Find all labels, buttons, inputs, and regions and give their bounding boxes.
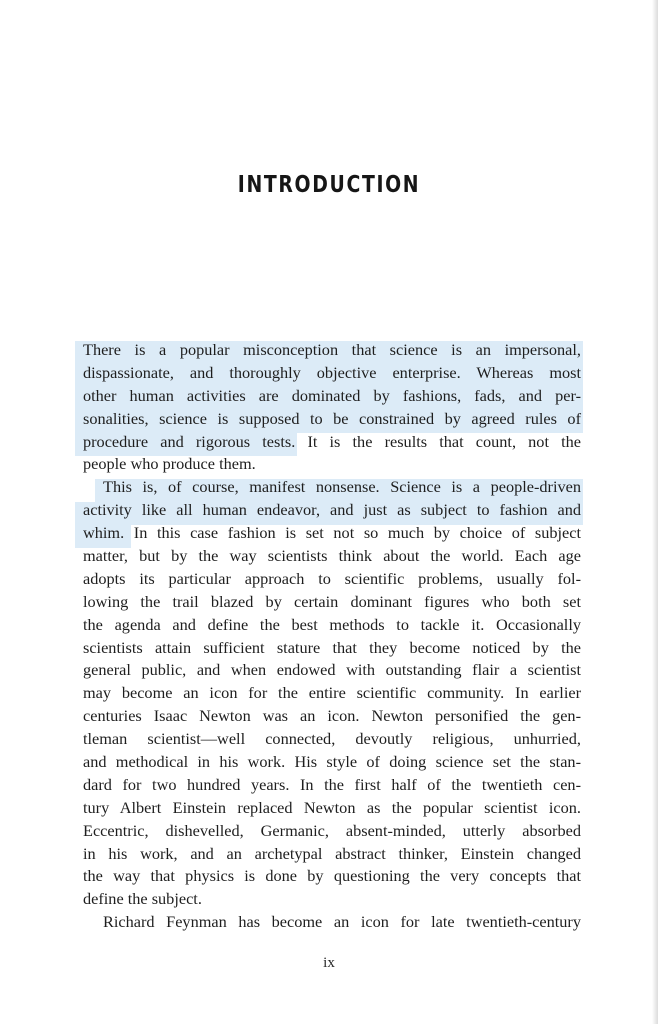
text-line: adopts its particular approach to scientific problems, usually fol- xyxy=(83,568,581,588)
text-line: the agenda and define the best methods to tackle it. Occasionally xyxy=(83,614,581,634)
text-line: general public, and when endowed with outstanding flair a scientist xyxy=(83,660,581,680)
text-line: the way that physics is done by questioning the very concepts that xyxy=(83,866,581,886)
text-line: define the subject. xyxy=(83,889,202,909)
text-line: and methodical in his work. His style of doing science set the stan- xyxy=(83,752,581,772)
text-line: centuries Isaac Newton was an icon. Newton personified the gen- xyxy=(83,706,581,726)
text-line: dispassionate, and thoroughly objective enterprise. Whereas most xyxy=(83,362,581,382)
text-line: Eccentric, dishevelled, Germanic, absent-minded, utterly absorbed xyxy=(83,820,581,840)
text-line: matter, but by the way scientists think about the world. Each age xyxy=(83,546,581,566)
page-number: ix xyxy=(323,955,335,971)
text-line: This is, of course, manifest nonsense. Science is a people-driven xyxy=(103,477,581,497)
text-line: tury Albert Einstein replaced Newton as the popular scientist icon. xyxy=(83,797,581,817)
body-text xyxy=(83,339,581,934)
text-line: Richard Feynman has become an icon for late twentieth-century xyxy=(103,912,581,932)
text-line: dard for two hundred years. In the first half of the twentieth cen- xyxy=(83,774,581,794)
text-line: in his work, and an archetypal abstract thinker, Einstein changed xyxy=(83,843,581,863)
text-line: procedure and rigorous tests. It is the results that count, not the xyxy=(83,431,581,451)
text-line: There is a popular misconception that science is an impersonal, xyxy=(83,340,581,359)
text-line: tleman scientist—well connected, devoutly religious, unhurried, xyxy=(83,729,581,749)
chapter-title: INTRODUCTION xyxy=(237,172,421,198)
text-line: activity like all human endeavor, and just as subject to fashion and xyxy=(83,500,581,520)
text-line: scientists attain sufficient stature that they become noticed by the xyxy=(83,637,581,657)
text-line: other human activities are dominated by fashions, fads, and per- xyxy=(83,385,581,405)
text-line: sonalities, science is supposed to be constrained by agreed rules of xyxy=(83,408,581,428)
page-edge-shadow xyxy=(652,0,658,1024)
text-line: people who produce them. xyxy=(83,454,256,474)
text-line: may become an icon for the entire scientific community. In earlier xyxy=(83,683,581,703)
text-line: lowing the trail blazed by certain dominant figures who both set xyxy=(83,591,581,611)
text-line: whim. In this case fashion is set not so much by choice of subject xyxy=(83,523,581,543)
